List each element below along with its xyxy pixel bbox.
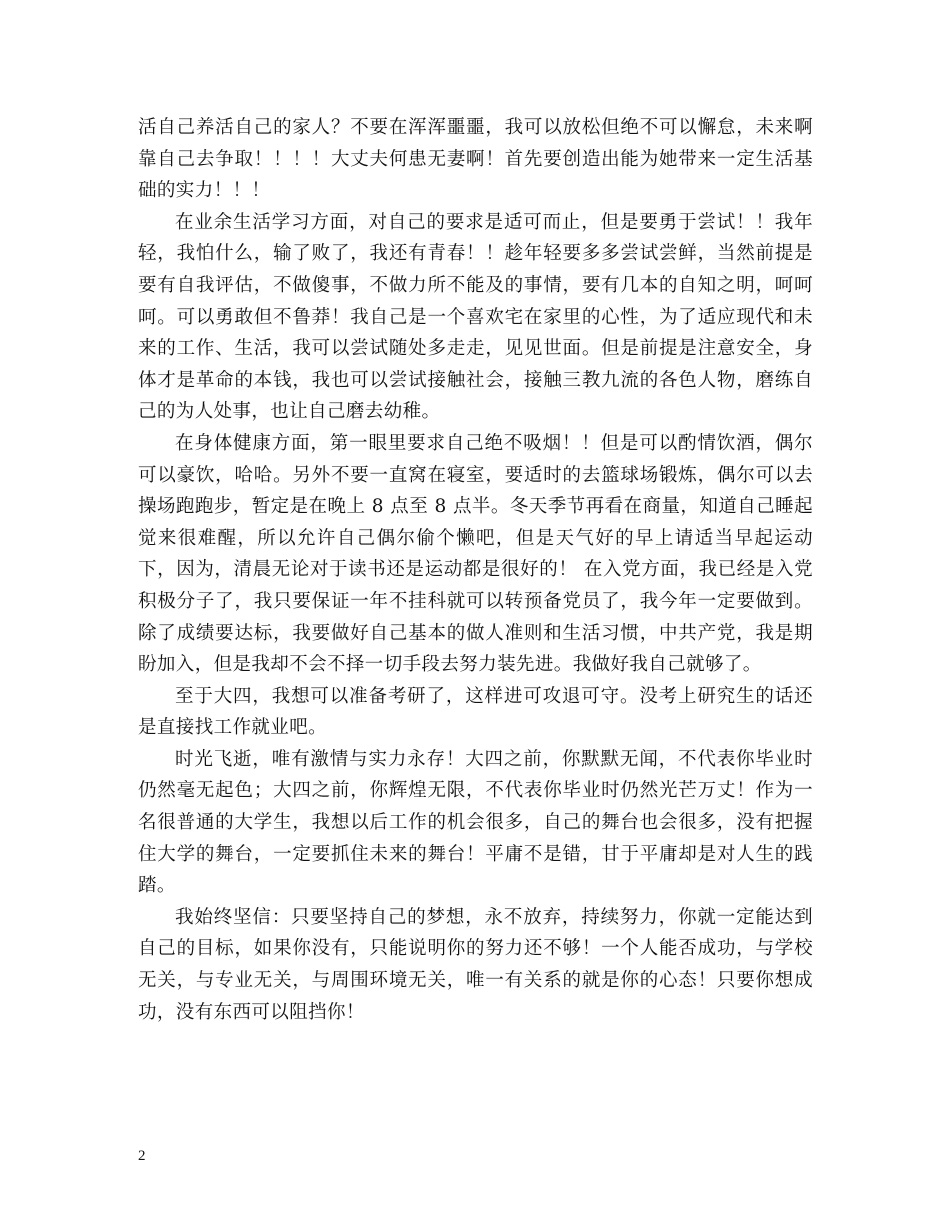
paragraph-4: 至于大四，我想可以准备考研了，这样进可攻退可守。没考上研究生的话还是直接找工作就业吧。: [138, 685, 813, 739]
page-number: 2: [138, 1148, 146, 1164]
document-body: [138, 112, 813, 1028]
paragraph-3: 在身体健康方面，第一眼里要求自己绝不吸烟！！但是可以酌情饮酒，偶尔可以豪饮，哈哈。另外不要一直窝在寝室，要适时的去篮球场锻炼，偶尔可以去操场跑跑步，暂定是在晚上 8 点至 8 点半。冬天季节再看在商量，知道自己睡起觉来很难醒，所以允许自己偶尔偷个懒吧，但是天气好的早上请适当早起运动下，因为，清晨无论对于读书还是运动都是很好的！ 在入党方面，我已经是入党积极分子了，我只要保证一年不挂科就可以转预备党员了，我今年一定要做到。除了成绩要达标，我要做好自己基本的做人准则和生活习惯，中共产党，我是期盼加入，但是我却不会不择一切手段去努力装先进。我做好我自己就够了。: [138, 432, 813, 676]
paragraph-2: 在业余生活学习方面，对自己的要求是适可而止，但是要勇于尝试！！我年轻，我怕什么，输了败了，我还有青春！！趁年轻要多多尝试尝鲜，当然前提是要有自我评估，不做傻事，不做力所不能及的事情，要有几本的自知之明，呵呵呵。可以勇敢但不鲁莽！我自己是一个喜欢宅在家里的心性，为了适应现代和未来的工作、生活，我可以尝试随处多走走，见见世面。但是前提是注意安全，身体才是革命的本钱，我也可以尝试接触社会，接触三教九流的各色人物，磨练自己的为人处事，也让自己磨去幼稚。: [138, 211, 813, 423]
paragraph-5: 时光飞逝，唯有激情与实力永存！大四之前，你默默无闻，不代表你毕业时仍然毫无起色；大四之前，你辉煌无限，不代表你毕业时仍然光芒万丈！作为一名很普通的大学生，我想以后工作的机会很多，自己的舞台也会很多，没有把握住大学的舞台，一定要抓住未来的舞台！平庸不是错，甘于平庸却是对人生的践踏。: [138, 748, 813, 897]
paragraph-6: 我始终坚信：只要坚持自己的梦想，永不放弃，持续努力，你就一定能达到自己的目标，如果你没有，只能说明你的努力还不够！一个人能否成功，与学校无关，与专业无关，与周围环境无关，唯一有关系的就是你的心态！只要你想成功，没有东西可以阻挡你！: [138, 906, 813, 1023]
paragraph-1: 活自己养活自己的家人？不要在浑浑噩噩，我可以放松但绝不可以懈怠，未来啊靠自己去争取！！！！大丈夫何患无妻啊！首先要创造出能为她带来一定生活基础的实力！！！: [138, 117, 813, 202]
